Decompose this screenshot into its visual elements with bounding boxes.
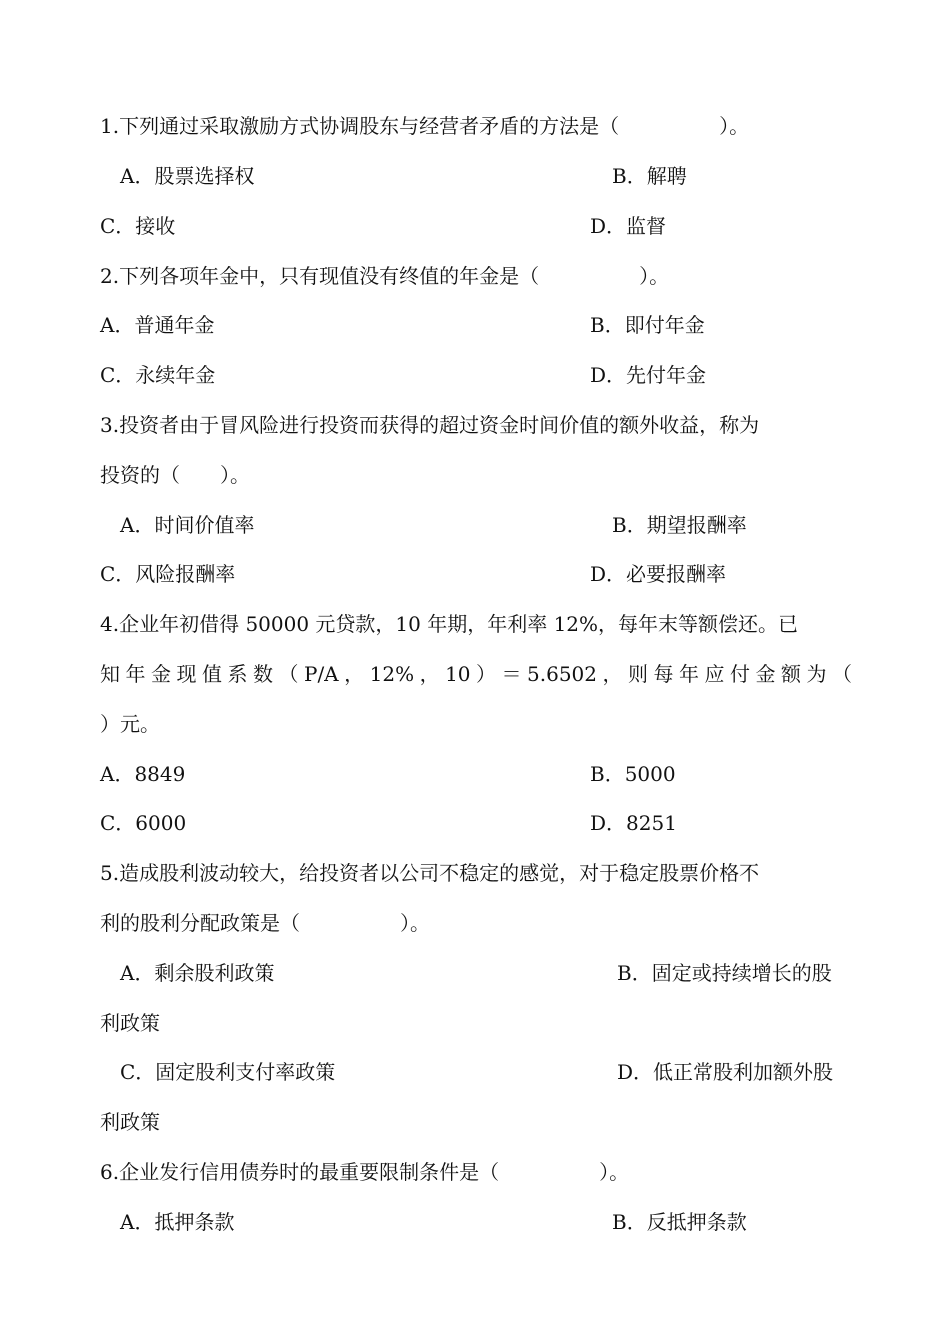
question-5-stem-line-1: 5.造成股利波动较大，给投资者以公司不稳定的感觉，对于稳定股票价格不: [100, 861, 760, 885]
question-2-option-a: A．普通年金: [100, 313, 215, 337]
question-3-stem-line-1: 3.投资者由于冒风险进行投资而获得的超过资金时间价值的额外收益，称为: [100, 413, 760, 437]
question-2-option-b: B．即付年金: [590, 313, 705, 337]
question-1-stem: 1.下列通过采取激励方式协调股东与经营者矛盾的方法是（ ）。: [100, 114, 750, 138]
question-3-option-d: D．必要报酬率: [590, 562, 727, 586]
question-3-option-a: A．时间价值率: [120, 513, 255, 537]
question-3-stem-line-2: 投资的（ ）。: [100, 463, 250, 487]
question-5-option-c: C．固定股利支付率政策: [120, 1060, 336, 1084]
question-1-option-b: B．解聘: [612, 164, 687, 188]
question-5-option-b: B．固定或持续增长的股: [617, 961, 832, 985]
question-5-stem-line-2: 利的股利分配政策是（ ）。: [100, 911, 430, 935]
question-5-option-d-continued: 利政策: [100, 1110, 160, 1134]
question-2-stem: 2.下列各项年金中，只有现值没有终值的年金是（ ）。: [100, 264, 670, 288]
question-4-option-b: B．5000: [590, 762, 676, 786]
question-5-option-d: D．低正常股利加额外股: [617, 1060, 834, 1084]
question-2-option-d: D．先付年金: [590, 363, 707, 387]
question-4-stem-line-2: 知年金现值系数（P/A，12%，10）＝5.6502，则每年应付金额为（: [100, 662, 852, 686]
question-6-stem: 6.企业发行信用债券时的最重要限制条件是（ ）。: [100, 1160, 630, 1184]
question-2-option-c: C．永续年金: [100, 363, 216, 387]
question-1-option-a: A．股票选择权: [120, 164, 255, 188]
question-4-option-d: D．8251: [590, 811, 677, 835]
question-3-option-c: C．风险报酬率: [100, 562, 236, 586]
question-5-option-a: A．剩余股利政策: [120, 961, 275, 985]
question-5-option-b-continued: 利政策: [100, 1011, 160, 1035]
question-4-option-a: A．8849: [100, 762, 186, 786]
question-1-option-d: D．监督: [590, 214, 667, 238]
question-6-option-b: B．反抵押条款: [612, 1210, 747, 1234]
question-4-stem-line-3: ）元。: [100, 712, 160, 736]
question-4-stem-line-1: 4.企业年初借得 50000 元贷款，10 年期，年利率 12%，每年末等额偿还。已: [100, 612, 799, 636]
question-6-option-a: A．抵押条款: [120, 1210, 235, 1234]
question-4-option-c: C．6000: [100, 811, 187, 835]
question-3-option-b: B．期望报酬率: [612, 513, 747, 537]
question-1-option-c: C．接收: [100, 214, 176, 238]
